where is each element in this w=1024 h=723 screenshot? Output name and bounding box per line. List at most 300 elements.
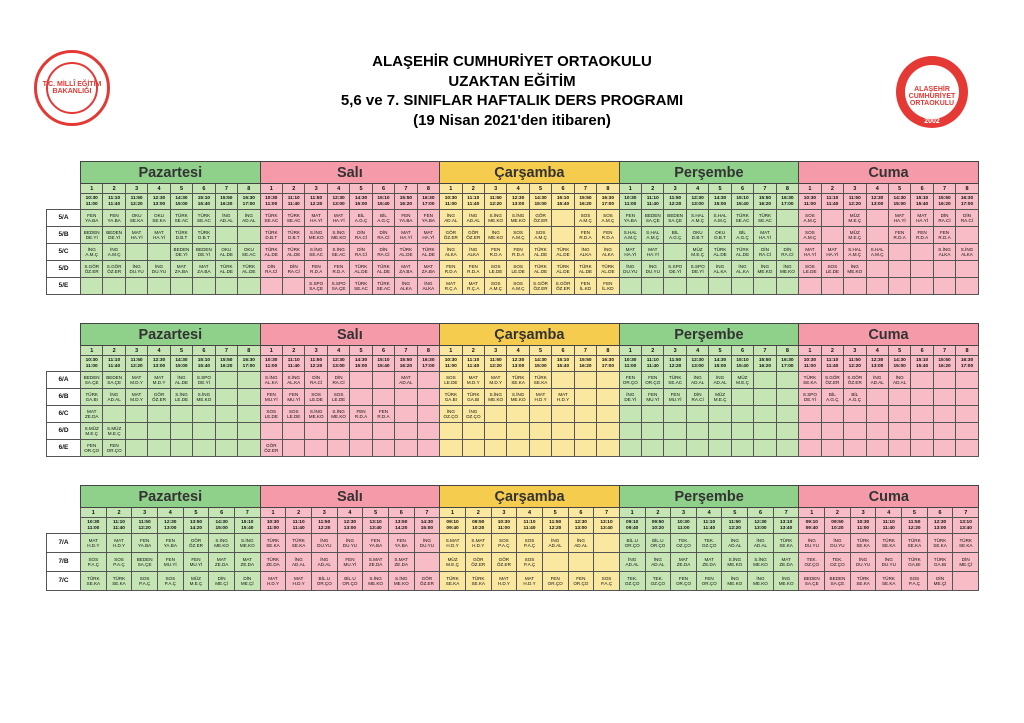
lesson-cell: MAT ZA.BA — [395, 261, 417, 278]
lesson-cell: TÜRK GA.BI — [440, 389, 462, 406]
lesson-cell — [372, 389, 394, 406]
lesson-cell: SOS A.M.Ç — [484, 278, 506, 295]
lesson-cell: BEDEN DE.Yİ — [81, 227, 103, 244]
lesson-cell — [597, 440, 619, 457]
lesson-cell — [619, 406, 641, 423]
lesson-cell: MAT M.D.Y — [148, 372, 170, 389]
lesson-cell: TÜRK SE.AC — [350, 278, 372, 295]
lesson-number: 7 — [395, 346, 417, 356]
lesson-cell — [664, 406, 686, 423]
lesson-time: 14:30 15:00 — [350, 356, 372, 372]
lesson-cell: İNG DU.YU — [619, 261, 641, 278]
table-row — [47, 227, 979, 244]
lesson-cell — [776, 389, 799, 406]
lesson-number: 4 — [337, 508, 363, 518]
class-label: 6/B — [47, 389, 81, 406]
lesson-cell — [866, 440, 888, 457]
lesson-time: 10:30 11:00 — [799, 194, 821, 210]
lesson-cell: MÜZ M.E.Ç — [844, 210, 866, 227]
lesson-cell: TÜRK AL.DE — [529, 261, 551, 278]
lesson-cell: OKU AL.DE — [215, 244, 237, 261]
lesson-cell: FEN YA.BA — [417, 210, 439, 227]
lesson-cell: FEN OR.ÇO — [542, 572, 568, 591]
lesson-number: 2 — [103, 184, 125, 194]
lesson-number: 6 — [911, 184, 933, 194]
lesson-number: 8 — [597, 184, 619, 194]
lesson-cell — [821, 227, 843, 244]
lesson-cell — [821, 278, 843, 295]
lesson-number: 3 — [850, 508, 876, 518]
lesson-cell: MAT ZE.DA — [773, 553, 799, 572]
lesson-number: 1 — [619, 508, 645, 518]
lesson-cell: TÜRK SE.AC — [664, 372, 686, 389]
lesson-time: 10:30 11:00 — [619, 194, 641, 210]
lesson-cell — [776, 227, 799, 244]
lesson-cell: TÜRK AL.DE — [552, 244, 574, 261]
lesson-cell: SOS P.A.Ç — [517, 534, 543, 553]
lesson-number: 7 — [395, 184, 417, 194]
lesson-cell — [821, 406, 843, 423]
lesson-cell — [933, 440, 955, 457]
lesson-cell: MAT HA.Yİ — [821, 244, 843, 261]
lesson-cell: MAT ZA.BA — [417, 261, 439, 278]
day-header-1: Salı — [260, 324, 440, 346]
lesson-cell — [619, 423, 641, 440]
lesson-cell: İNG DU.YU — [850, 553, 876, 572]
lesson-cell — [103, 278, 125, 295]
lesson-cell: İNG ALKA — [574, 244, 596, 261]
lesson-time: 09:10 09:40 — [440, 518, 466, 534]
lesson-time: 12:30 13:00 — [748, 518, 774, 534]
lesson-number: 7 — [574, 184, 596, 194]
lesson-cell: İNG ME.KO — [754, 261, 776, 278]
lesson-cell: TÜRK GA.BI — [902, 553, 928, 572]
lesson-time: 16:30 17:00 — [597, 356, 619, 372]
lesson-cell — [125, 423, 147, 440]
lesson-cell: OKU SE.AC — [238, 244, 261, 261]
lesson-cell — [619, 440, 641, 457]
lesson-cell: İNG DU.YU — [125, 261, 147, 278]
lesson-cell: TÜRK D.B.T — [170, 227, 192, 244]
lesson-cell: DİN RA.Cİ — [372, 244, 394, 261]
lesson-cell: S.HAL A.M.Ç — [709, 210, 731, 227]
lesson-time: 15:50 16:20 — [754, 356, 776, 372]
lesson-cell — [956, 440, 978, 457]
lesson-cell: BİL.U OR.ÇO — [311, 572, 337, 591]
lesson-cell: MAT R.Ç.A — [462, 278, 484, 295]
lesson-cell — [776, 440, 799, 457]
lesson-cell: GÖR ÖZ.ER — [462, 227, 484, 244]
lesson-number: 5 — [529, 184, 551, 194]
lesson-cell — [911, 278, 933, 295]
lesson-cell — [395, 389, 417, 406]
lesson-cell: S.İNG ME.KO — [748, 553, 774, 572]
lesson-cell: FEN R.D.A — [440, 261, 462, 278]
lesson-cell — [686, 278, 708, 295]
lesson-cell — [148, 278, 170, 295]
lesson-cell: OKU SE.KA — [125, 210, 147, 227]
lesson-time: 11:10 11:40 — [821, 194, 843, 210]
lesson-cell: FEN MU.Yİ — [183, 553, 209, 572]
lesson-time: 12:30 13:00 — [148, 194, 170, 210]
lesson-cell — [170, 423, 192, 440]
lesson-cell: FEN YA.BA — [81, 210, 103, 227]
lesson-cell: SOS P.A.Ç — [902, 572, 928, 591]
lesson-cell: TÜRK GA.BI — [462, 389, 484, 406]
lesson-number: 4 — [517, 508, 543, 518]
lesson-time: 10:30 11:00 — [799, 356, 821, 372]
lesson-number: 4 — [876, 508, 902, 518]
lesson-cell — [888, 244, 910, 261]
lesson-cell — [462, 423, 484, 440]
lesson-time: 11:10 11:40 — [642, 356, 664, 372]
lesson-cell: S.GÖR ÖZ.ER — [81, 261, 103, 278]
lesson-cell: TÜRK SE.KA — [286, 534, 312, 553]
lesson-time: 15:50 16:20 — [754, 194, 776, 210]
lesson-cell: BİL A.G.Ç — [844, 389, 866, 406]
lesson-number: 3 — [125, 184, 147, 194]
lesson-cell: BEDEN SA.ÇE — [642, 210, 664, 227]
class-label: 6/E — [47, 440, 81, 457]
lesson-cell — [215, 372, 237, 389]
lesson-number: 8 — [776, 346, 799, 356]
lesson-cell: İNG ALKA — [395, 278, 417, 295]
lesson-number: 1 — [619, 346, 641, 356]
day-header-2: Çarşamba — [440, 486, 620, 508]
lesson-cell: TÜRK AL.DE — [238, 261, 261, 278]
lesson-number: 2 — [283, 184, 305, 194]
lesson-time: 13:10 13:40 — [953, 518, 979, 534]
lesson-cell — [238, 406, 261, 423]
lesson-cell: SOS P.A.Ç — [106, 553, 132, 572]
lesson-cell: TÜRK SE.KA — [773, 534, 799, 553]
lesson-cell: İNG AL.DE — [170, 372, 192, 389]
corner-cell — [47, 486, 81, 508]
lesson-cell — [574, 389, 596, 406]
lesson-cell — [911, 406, 933, 423]
lesson-cell: TÜRK SE.KA — [850, 534, 876, 553]
lesson-cell — [484, 440, 506, 457]
lesson-cell: BEDEN SA.ÇE — [103, 372, 125, 389]
lesson-time: 15:50 16:20 — [215, 194, 237, 210]
lesson-cell — [552, 210, 574, 227]
lesson-cell: S.İNG ME.KO — [363, 572, 389, 591]
lesson-cell: BEDEN SA.ÇE — [132, 553, 158, 572]
lesson-number: 3 — [132, 508, 158, 518]
lesson-time: 11:50 12:20 — [664, 356, 686, 372]
lesson-number: 5 — [709, 184, 731, 194]
lesson-time: 16:30 17:00 — [417, 356, 439, 372]
lesson-cell — [888, 261, 910, 278]
lesson-cell — [193, 423, 215, 440]
lesson-cell — [911, 440, 933, 457]
lesson-number: 8 — [417, 184, 439, 194]
lesson-time: 11:10 11:40 — [106, 518, 132, 534]
lesson-number: 1 — [260, 508, 286, 518]
lesson-time: 11:50 12:20 — [722, 518, 748, 534]
lesson-number: 6 — [209, 508, 235, 518]
lesson-number: 2 — [821, 346, 843, 356]
lesson-cell: GÖR ÖZ.ER — [440, 227, 462, 244]
lesson-time: 11:10 11:40 — [642, 194, 664, 210]
day-header-0: Pazartesi — [81, 486, 261, 508]
lesson-time: 15:10 15:40 — [552, 356, 574, 372]
lesson-cell: DİN RA.Cİ — [260, 261, 282, 278]
lesson-cell: BİL A.G.Ç — [821, 389, 843, 406]
lesson-time: 14:30 15:00 — [529, 356, 551, 372]
lesson-cell: MAT ZE.DA — [234, 553, 260, 572]
lesson-cell — [799, 406, 821, 423]
lesson-cell — [125, 440, 147, 457]
lesson-cell — [597, 389, 619, 406]
meb-logo-text: T.C. MİLLÎ EĞİTİM BAKANLIĞI — [42, 81, 102, 95]
lesson-cell — [484, 423, 506, 440]
schedule-table-6 — [46, 323, 979, 457]
lesson-cell: GÖR ÖZ.ER — [183, 534, 209, 553]
lesson-cell: S.SPO DE.Yİ — [664, 261, 686, 278]
lesson-cell — [81, 278, 103, 295]
lesson-cell: S.İNG ME.KO — [234, 534, 260, 553]
lesson-number: 3 — [484, 346, 506, 356]
lesson-time: 16:30 17:00 — [417, 194, 439, 210]
corner-cell — [47, 194, 81, 210]
lesson-cell — [866, 261, 888, 278]
lesson-cell — [866, 278, 888, 295]
lesson-cell — [911, 244, 933, 261]
lesson-cell: İNG ME.KO — [484, 227, 506, 244]
lesson-cell — [238, 227, 261, 244]
lesson-time: 11:50 12:20 — [484, 356, 506, 372]
lesson-time: 09:50 10:20 — [465, 518, 491, 534]
lesson-cell: TÜRK AL.DE — [350, 261, 372, 278]
lesson-cell: MÜZ M.E.Ç — [709, 389, 731, 406]
lesson-cell: TÜRK AL.DE — [731, 244, 753, 261]
lesson-number: 6 — [927, 508, 953, 518]
lesson-cell — [283, 278, 305, 295]
lesson-cell: DİN RA.Cİ — [372, 227, 394, 244]
lesson-cell — [888, 278, 910, 295]
lesson-cell — [844, 423, 866, 440]
lesson-cell: S.İNG ALKA — [933, 244, 955, 261]
lesson-cell — [484, 406, 506, 423]
lesson-cell: S.İNG LE.DE — [170, 389, 192, 406]
schedule-table-7 — [46, 485, 979, 591]
lesson-time: 11:10 11:40 — [517, 518, 543, 534]
lesson-time: 15:10 15:40 — [911, 194, 933, 210]
lesson-cell — [594, 553, 620, 572]
lesson-cell — [597, 406, 619, 423]
lesson-cell: TEK. OZ.ÇO — [696, 534, 722, 553]
lesson-cell: TÜRK SE.AC — [372, 278, 394, 295]
lesson-cell — [866, 389, 888, 406]
table-row — [47, 244, 979, 261]
school-logo-text: ALAŞEHİR CUMHURİYET ORTAOKULU — [908, 86, 956, 107]
lesson-number: 3 — [305, 346, 327, 356]
lesson-cell — [414, 553, 440, 572]
class-label: 5/B — [47, 227, 81, 244]
lesson-cell: İNG DU.YU — [414, 534, 440, 553]
lesson-cell — [327, 440, 349, 457]
lesson-cell: DİN RA.Cİ — [956, 210, 978, 227]
lesson-cell — [956, 372, 978, 389]
lesson-cell: SOS LE.DE — [260, 406, 282, 423]
lesson-cell: FEN MU.Yİ — [157, 553, 183, 572]
lesson-number: 2 — [462, 346, 484, 356]
lesson-cell: SOS LE.DE — [305, 389, 327, 406]
lesson-cell: MÜZ M.E.Ç — [731, 372, 753, 389]
lesson-cell: MAT HA.Yİ — [619, 244, 641, 261]
lesson-cell — [529, 406, 551, 423]
lesson-time: 10:30 11:00 — [81, 356, 103, 372]
lesson-cell: S.İNG ME.KO — [193, 389, 215, 406]
lesson-cell: BİL A.G.Ç — [350, 210, 372, 227]
lesson-time: 11:10 11:40 — [283, 194, 305, 210]
lesson-cell — [440, 440, 462, 457]
lesson-cell: FEN MU.Yİ — [283, 389, 305, 406]
lesson-cell: S.HAL A.M.Ç — [642, 227, 664, 244]
lesson-cell: TÜRK AL.DE — [574, 261, 596, 278]
lesson-cell: S.MAT H.D.Y — [465, 534, 491, 553]
lesson-cell: İNG DU.YU — [825, 534, 851, 553]
lesson-cell — [529, 423, 551, 440]
lesson-cell: S.HAL A.M.Ç — [844, 244, 866, 261]
lesson-cell — [844, 406, 866, 423]
lesson-cell — [776, 210, 799, 227]
lesson-number: 2 — [645, 508, 671, 518]
lesson-cell: SOS P.A.Ç — [491, 534, 517, 553]
lesson-time: 12:30 13:00 — [327, 356, 349, 372]
lesson-number: 4 — [157, 508, 183, 518]
lesson-cell: TÜRK AL.DE — [372, 261, 394, 278]
lesson-number: 4 — [686, 346, 708, 356]
lesson-cell: S.SPO SA.ÇE — [327, 278, 349, 295]
lesson-cell: TÜRK AL.DE — [709, 244, 731, 261]
lesson-cell: BEDEN DE.Yİ — [103, 227, 125, 244]
lesson-cell: İNG ME.KO — [844, 261, 866, 278]
lesson-cell — [574, 440, 596, 457]
lesson-cell — [642, 423, 664, 440]
lesson-cell — [709, 406, 731, 423]
lesson-cell: TÜRK AL.DE — [260, 244, 282, 261]
lesson-cell: TÜRK SE.KA — [81, 572, 107, 591]
class-label: 5/A — [47, 210, 81, 227]
lesson-number: 2 — [465, 508, 491, 518]
lesson-cell — [440, 423, 462, 440]
lesson-number: 3 — [664, 346, 686, 356]
day-header-1: Salı — [260, 162, 440, 184]
lesson-cell: S.İNG ME.KO — [722, 553, 748, 572]
lesson-cell: TÜRK SE.AC — [731, 210, 753, 227]
lesson-cell: MAT HA.Yİ — [125, 227, 147, 244]
lesson-number: 2 — [642, 346, 664, 356]
lesson-cell: FEN R.D.A — [350, 406, 372, 423]
lesson-cell — [417, 372, 439, 389]
lesson-time: 12:30 13:00 — [686, 356, 708, 372]
lesson-cell — [953, 572, 979, 591]
lesson-cell: MAT M.D.Y — [462, 372, 484, 389]
day-header-3: Perşembe — [619, 486, 799, 508]
lesson-number: 5 — [363, 508, 389, 518]
lesson-time: 11:50 12:20 — [542, 518, 568, 534]
lesson-cell: S.İNG ME.KO — [327, 406, 349, 423]
lesson-time: 11:50 12:20 — [125, 356, 147, 372]
lesson-cell: İNG ALKA — [462, 244, 484, 261]
lesson-number: 4 — [507, 346, 529, 356]
lesson-cell: İNG AD.AL — [645, 553, 671, 572]
lesson-cell — [350, 440, 372, 457]
lesson-cell: S.İNG ME.KO — [484, 210, 506, 227]
lesson-number: 4 — [696, 508, 722, 518]
lesson-cell: İNG DU.YU — [311, 534, 337, 553]
lesson-cell: BEDEN SA.ÇE — [81, 372, 103, 389]
lesson-cell: FEN R.D.A — [888, 227, 910, 244]
lesson-time: 15:50 16:20 — [933, 356, 955, 372]
lesson-cell — [933, 423, 955, 440]
lesson-cell — [170, 440, 192, 457]
lesson-number: 1 — [440, 346, 462, 356]
lesson-cell: BEDEN SA.ÇE — [799, 572, 825, 591]
lesson-cell — [956, 389, 978, 406]
lesson-cell: İNG AD.AL — [888, 372, 910, 389]
lesson-time: 15:10 15:40 — [193, 194, 215, 210]
lesson-cell: FEN R.D.A — [372, 406, 394, 423]
lesson-time: 14:30 15:00 — [709, 356, 731, 372]
lesson-cell: S.İNG ME.KO — [327, 227, 349, 244]
lesson-cell — [507, 406, 529, 423]
lesson-number: 7 — [594, 508, 620, 518]
lesson-number: 4 — [866, 346, 888, 356]
lesson-cell: SOS LE.DE — [484, 261, 506, 278]
lesson-cell — [686, 440, 708, 457]
lesson-number: 7 — [773, 508, 799, 518]
lesson-cell — [260, 423, 282, 440]
lesson-cell: FEN İL.KD — [574, 278, 596, 295]
lesson-cell — [372, 423, 394, 440]
lesson-cell — [866, 406, 888, 423]
lesson-cell: TÜRK AL.DE — [597, 261, 619, 278]
lesson-number: 4 — [148, 184, 170, 194]
lesson-time: 13:50 14:20 — [388, 518, 414, 534]
lesson-cell: TÜRK SE.KA — [529, 372, 551, 389]
lesson-cell — [193, 440, 215, 457]
lesson-time: 11:10 11:40 — [286, 518, 312, 534]
class-label: 7/B — [47, 553, 81, 572]
lesson-cell — [956, 227, 978, 244]
lesson-cell: S.SPO DE.Yİ — [686, 261, 708, 278]
lesson-cell: SOS LE.DE — [283, 406, 305, 423]
lesson-cell: DİN RA.Cİ — [350, 244, 372, 261]
corner-cell — [47, 184, 81, 194]
lesson-cell — [776, 278, 799, 295]
lesson-cell: GÖR ÖZ.ER — [465, 553, 491, 572]
lesson-number: 5 — [170, 346, 192, 356]
lesson-time: 12:30 13:00 — [507, 356, 529, 372]
lesson-cell: MAT H.D.Y — [529, 389, 551, 406]
lesson-time: 16:30 17:00 — [597, 194, 619, 210]
lesson-number: 8 — [238, 184, 261, 194]
lesson-cell: MAT HA.Yİ — [754, 227, 776, 244]
lesson-time: 15:50 16:20 — [395, 356, 417, 372]
lesson-cell: FEN MU.Yİ — [260, 389, 282, 406]
day-header-4: Cuma — [799, 162, 979, 184]
lesson-cell — [238, 278, 261, 295]
lesson-time: 13:10 13:40 — [594, 518, 620, 534]
lesson-time: 10:30 11:00 — [619, 356, 641, 372]
lesson-time: 09:50 10:20 — [645, 518, 671, 534]
lesson-cell — [260, 278, 282, 295]
lesson-cell — [552, 440, 574, 457]
lesson-cell: S.İNG ME.KO — [507, 389, 529, 406]
